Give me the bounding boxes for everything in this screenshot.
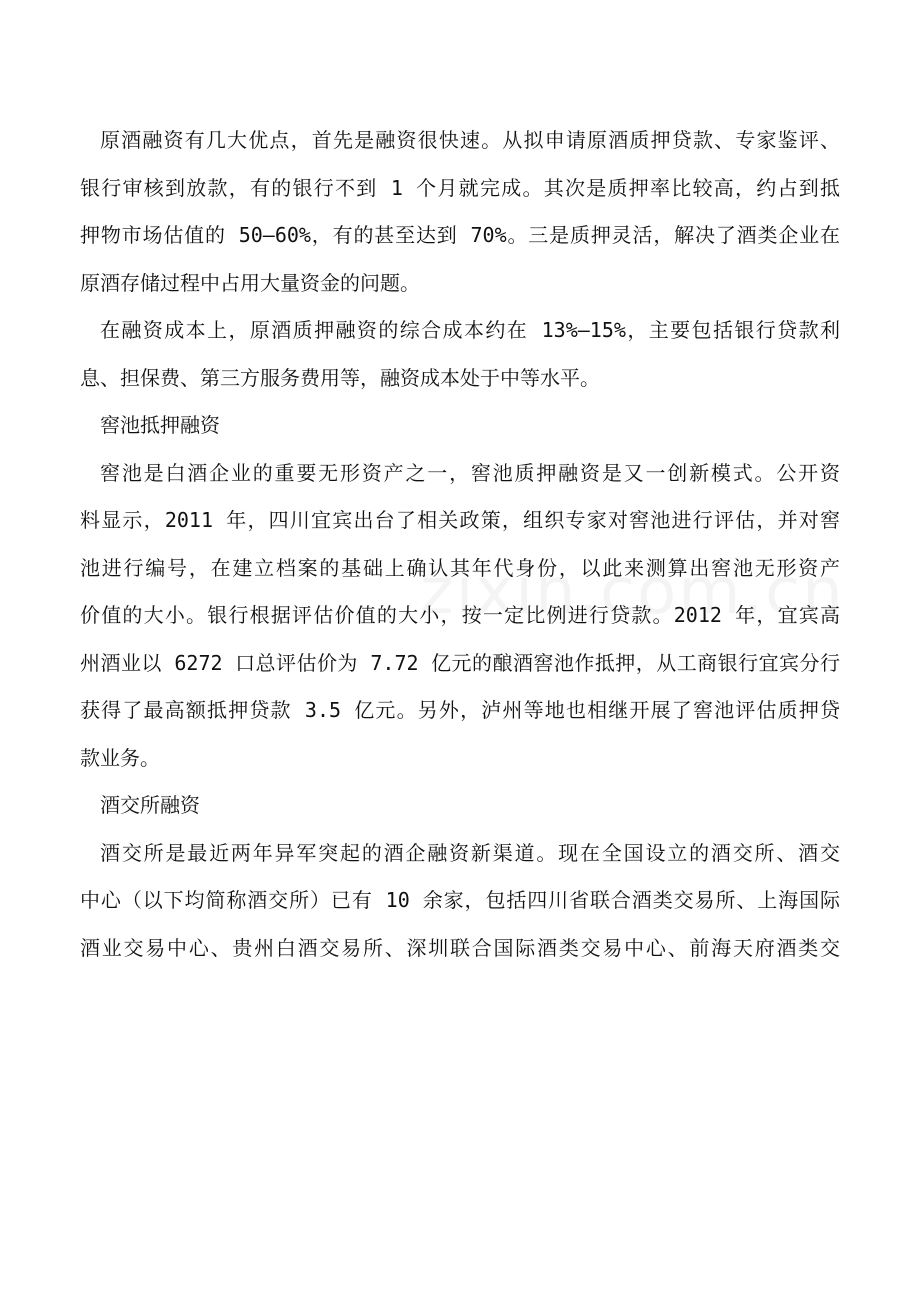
text-line: 酒交所是最近两年异军突起的酒企融资新渠道。现在全国设立的酒交所、酒交 [100,840,840,865]
text-line: 款业务。 [80,745,160,770]
text-line: 中心（以下均简称酒交所）已有 10 余家，包括四川省联合酒类交易所、上海国际 [80,888,840,912]
paragraph [80,117,840,307]
text-line: 银行审核到放款，有的银行不到 1 个月就完成。其次是质押率比较高，约占到抵 [80,175,840,200]
paragraph [80,450,840,783]
text-line: 押物市场估值的 50—60%，有的甚至达到 70%。三是质押灵活，解决了酒类企业在 [80,223,840,247]
document-body [80,117,840,972]
text-line: 料显示，2011 年，四川宜宾出台了相关政策，组织专家对窖池进行评估，并对窖 [80,508,840,532]
heading-text: 酒交所融资 [100,793,200,817]
text-line: 息、担保费、第三方服务费用等，融资成本处于中等水平。 [80,365,600,390]
section-heading [80,402,840,450]
text-line: 在融资成本上，原酒质押融资的综合成本约在 13%—15%，主要包括银行贷款利 [100,318,840,342]
section-heading [80,782,840,830]
text-line: 池进行编号，在建立档案的基础上确认其年代身份，以此来测算出窖池无形资产 [80,555,840,580]
text-line: 价值的大小。银行根据评估价值的大小，按一定比例进行贷款。2012 年，宜宾高 [80,603,840,627]
paragraph [80,307,840,402]
heading-text: 窖池抵押融资 [100,413,220,437]
text-line: 州酒业以 6272 口总评估价为 7.72 亿元的酿酒窖池作抵押，从工商银行宜宾分行 [80,650,840,675]
text-line: 窖池是白酒企业的重要无形资产之一，窖池质押融资是又一创新模式。公开资 [100,460,840,485]
text-line: 原酒融资有几大优点，首先是融资很快速。从拟申请原酒质押贷款、专家鉴评、 [100,128,840,152]
text-line: 酒业交易中心、贵州白酒交易所、深圳联合国际酒类交易中心、前海天府酒类交 [80,935,840,960]
paragraph [80,830,840,973]
text-line: 获得了最高额抵押贷款 3.5 亿元。另外，泸州等地也相继开展了窖池评估质押贷 [80,698,840,722]
text-line: 原酒存储过程中占用大量资金的问题。 [80,270,420,295]
